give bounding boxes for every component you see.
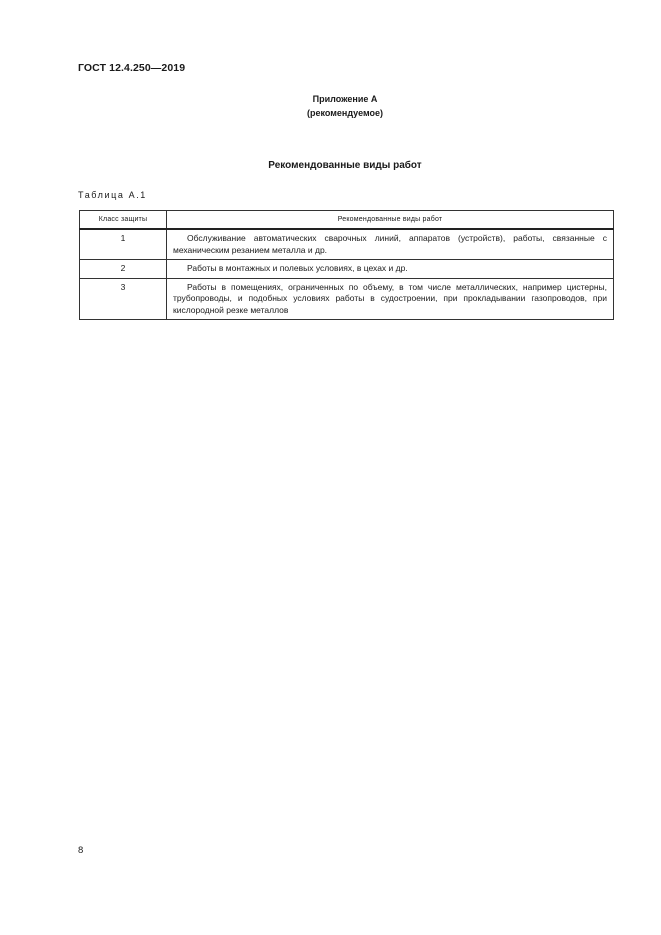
table-label: Таблица А.1 xyxy=(78,190,147,200)
table-header-row xyxy=(80,211,614,230)
works-cell: Обслуживание автоматических сварочных линий, аппаратов (устройств), работы, связанные с механическим резанием металла и др. xyxy=(167,229,614,260)
works-cell: Работы в монтажных и полевых условиях, в цехах и др. xyxy=(167,260,614,279)
appendix-title: Приложение А xyxy=(312,94,378,104)
table-row xyxy=(80,278,614,320)
appendix-subtitle: (рекомендуемое) xyxy=(307,108,383,118)
appendix-heading xyxy=(0,92,661,120)
class-cell: 3 xyxy=(80,278,167,320)
table-row xyxy=(80,260,614,279)
column-header-works: Рекомендованные виды работ xyxy=(167,211,614,230)
class-cell: 1 xyxy=(80,229,167,260)
class-cell: 2 xyxy=(80,260,167,279)
works-cell: Работы в помещениях, ограниченных по объему, в том числе металлических, например цистерны, трубопроводы, и подобных условиях работы в судостроении, при прокладывании газопроводов, при кислородной резке металлов xyxy=(167,278,614,320)
section-title: Рекомендованные виды работ xyxy=(268,160,422,171)
table-row xyxy=(80,229,614,260)
recommended-works-table xyxy=(79,210,614,320)
column-header-class: Класс защиты xyxy=(80,211,167,230)
page-number: 8 xyxy=(78,845,84,856)
document-header: ГОСТ 12.4.250—2019 xyxy=(78,62,186,74)
